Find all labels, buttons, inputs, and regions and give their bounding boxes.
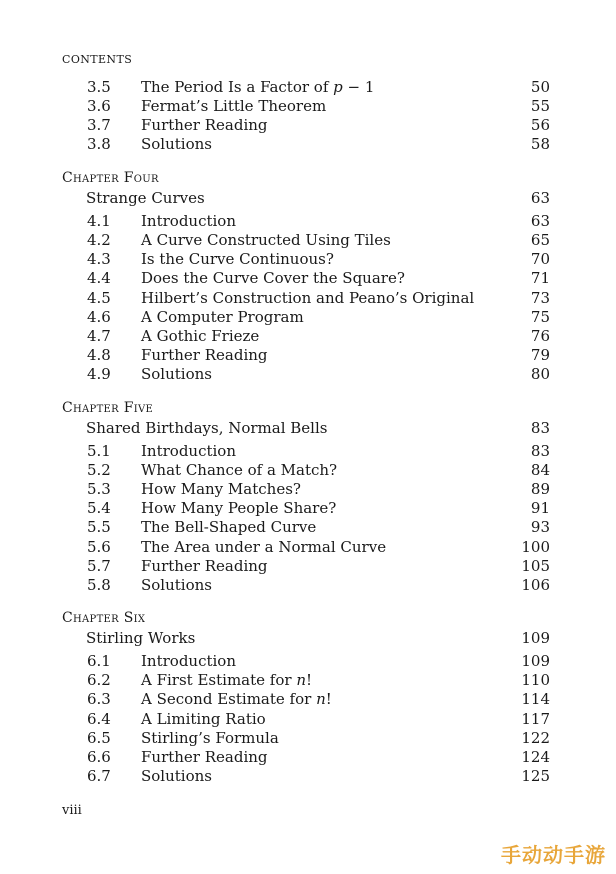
- chapter-page: 109: [521, 629, 550, 647]
- section-page: 91: [530, 499, 550, 517]
- section-number: 4.1: [87, 212, 111, 230]
- section-page: 56: [530, 116, 550, 134]
- chapter-page: 83: [530, 419, 550, 437]
- chapter-title: Strange Curves: [86, 189, 205, 207]
- section-title: A Curve Constructed Using Tiles: [141, 231, 391, 249]
- section-title: The Area under a Normal Curve: [141, 538, 387, 556]
- section-number: 3.8: [87, 135, 111, 153]
- section-number: 4.4: [87, 269, 111, 287]
- section-number: 3.5: [87, 78, 111, 96]
- section-title: Solutions: [141, 135, 212, 153]
- section-title: A Computer Program: [141, 308, 304, 326]
- section-page: 71: [530, 269, 550, 287]
- section-title: How Many People Share?: [141, 499, 337, 517]
- section-page: 75: [530, 308, 550, 326]
- section-number: 5.3: [87, 480, 111, 498]
- section-number: 4.3: [87, 250, 111, 268]
- section-number: 5.4: [87, 499, 111, 517]
- section-title: Further Reading: [141, 748, 268, 766]
- section-number: 4.7: [87, 327, 111, 345]
- section-page: 109: [521, 652, 550, 670]
- section-title: Stirling’s Formula: [141, 729, 279, 747]
- section-page: 70: [530, 250, 550, 268]
- section-page: 63: [530, 212, 550, 230]
- section-page: 76: [530, 327, 550, 345]
- running-head: CONTENTS: [62, 53, 133, 66]
- section-number: 6.6: [87, 748, 111, 766]
- section-number: 5.2: [87, 461, 111, 479]
- section-page: 73: [530, 289, 550, 307]
- section-number: 5.1: [87, 442, 111, 460]
- section-title: What Chance of a Match?: [141, 461, 338, 479]
- section-page: 65: [530, 231, 550, 249]
- section-title: How Many Matches?: [141, 480, 301, 498]
- section-number: 4.6: [87, 308, 111, 326]
- section-title: A Limiting Ratio: [141, 710, 266, 728]
- section-number: 4.8: [87, 346, 111, 364]
- section-number: 6.2: [87, 671, 111, 689]
- chapter-label: Chapter Four: [62, 170, 159, 186]
- section-page: 114: [521, 690, 550, 708]
- section-number: 6.5: [87, 729, 111, 747]
- section-page: 124: [521, 748, 550, 766]
- section-title: Solutions: [141, 767, 212, 785]
- section-page: 105: [521, 557, 550, 575]
- section-title: Introduction: [141, 442, 236, 460]
- section-number: 4.2: [87, 231, 111, 249]
- section-title: Hilbert’s Construction and Peano’s Original: [141, 289, 475, 307]
- section-page: 79: [530, 346, 550, 364]
- section-page: 122: [521, 729, 550, 747]
- section-page: 84: [530, 461, 550, 479]
- section-number: 4.5: [87, 289, 111, 307]
- section-title: Solutions: [141, 365, 212, 383]
- chapter-page: 63: [530, 189, 550, 207]
- section-number: 6.7: [87, 767, 111, 785]
- chapter-label: Chapter Six: [62, 610, 146, 626]
- section-title: Does the Curve Cover the Square?: [141, 269, 405, 287]
- section-page: 80: [530, 365, 550, 383]
- section-page: 110: [521, 671, 550, 689]
- section-title: Further Reading: [141, 557, 268, 575]
- section-number: 3.6: [87, 97, 111, 115]
- section-number: 3.7: [87, 116, 111, 134]
- section-title: Further Reading: [141, 116, 268, 134]
- section-number: 5.7: [87, 557, 111, 575]
- section-title: Fermat’s Little Theorem: [141, 97, 327, 115]
- section-page: 83: [530, 442, 550, 460]
- section-number: 5.8: [87, 576, 111, 594]
- section-page: 117: [521, 710, 550, 728]
- site-watermark-logo: 手动动手游: [501, 843, 606, 867]
- section-number: 5.6: [87, 538, 111, 556]
- section-title: Is the Curve Continuous?: [141, 250, 334, 268]
- section-page: 55: [530, 97, 550, 115]
- section-title: A First Estimate for n!: [141, 671, 313, 689]
- section-number: 6.3: [87, 690, 111, 708]
- section-number: 4.9: [87, 365, 111, 383]
- section-title: Solutions: [141, 576, 212, 594]
- section-page: 125: [521, 767, 550, 785]
- section-title: The Period Is a Factor of p − 1: [141, 78, 375, 96]
- chapter-title: Stirling Works: [86, 629, 196, 647]
- section-title: The Bell-Shaped Curve: [141, 518, 317, 536]
- section-title: Introduction: [141, 212, 236, 230]
- section-page: 50: [530, 78, 550, 96]
- section-page: 93: [530, 518, 550, 536]
- section-title: A Gothic Frieze: [141, 327, 260, 345]
- page-folio: viii: [62, 803, 82, 818]
- chapter-title: Shared Birthdays, Normal Bells: [86, 419, 328, 437]
- section-page: 106: [521, 576, 550, 594]
- section-title: Further Reading: [141, 346, 268, 364]
- section-number: 6.4: [87, 710, 111, 728]
- chapter-label: Chapter Five: [62, 400, 154, 416]
- section-title: A Second Estimate for n!: [141, 690, 332, 708]
- section-number: 5.5: [87, 518, 111, 536]
- section-page: 58: [530, 135, 550, 153]
- section-page: 100: [521, 538, 550, 556]
- section-title: Introduction: [141, 652, 236, 670]
- section-number: 6.1: [87, 652, 111, 670]
- section-page: 89: [530, 480, 550, 498]
